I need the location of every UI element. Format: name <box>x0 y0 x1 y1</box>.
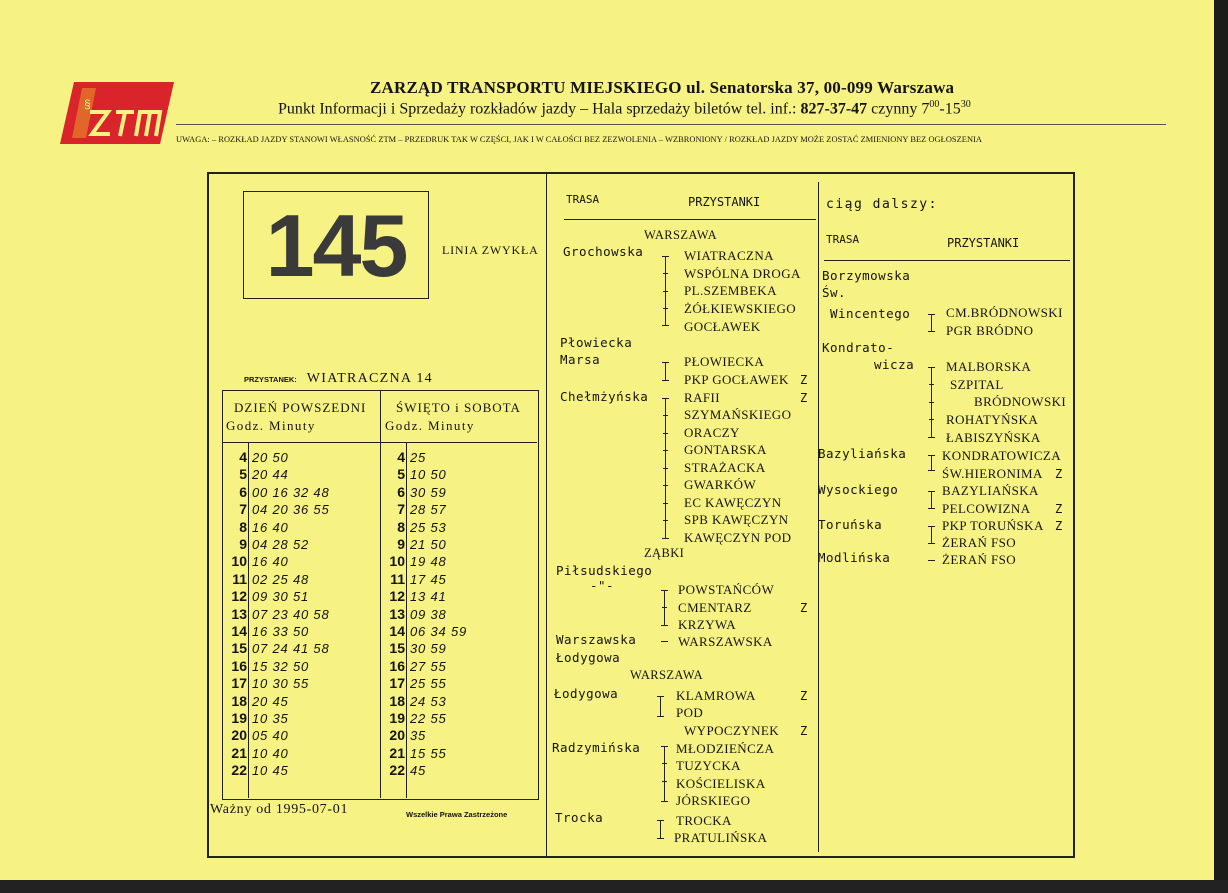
departure-hour: 6 <box>239 483 247 500</box>
route-connector-tick <box>657 696 664 697</box>
departure-minutes: 05 40 <box>252 728 289 744</box>
route-stop: GOCŁAWEK <box>684 319 761 334</box>
departure-hour: 22 <box>389 762 405 779</box>
route-connector <box>664 746 665 801</box>
route-stop: PKP TORUŃSKA <box>942 518 1044 533</box>
route-connector-tick <box>661 746 668 747</box>
route-stop: JÓRSKIEGO <box>676 793 751 808</box>
holiday-header: ŚWIĘTO i SOBOTA <box>396 400 521 415</box>
route-stop: ŻERAŃ FSO <box>942 552 1017 567</box>
route-connector-tick <box>661 625 668 626</box>
route-stop: CM.BRÓDNOWSKI <box>946 305 1063 320</box>
stop-flag: Z <box>800 601 808 615</box>
departure-hour: 4 <box>397 449 405 465</box>
route-connector-tick <box>663 291 668 292</box>
route-stop: BRÓDNOWSKI <box>974 394 1067 409</box>
departure-hour: 19 <box>231 710 247 726</box>
route-connector <box>660 820 661 838</box>
route-connector <box>931 526 932 543</box>
departure-minutes: 16 40 <box>252 554 289 570</box>
route-stop: WYPOCZYNEK <box>684 723 779 738</box>
departure-hour: 18 <box>389 692 405 709</box>
stop-flag: Z <box>800 373 808 387</box>
departure-hour: 10 <box>389 553 405 570</box>
stop-flag: Z <box>800 689 808 703</box>
departure-minutes: 13 41 <box>410 589 447 605</box>
route-stop: PRATULIŃSKA <box>674 830 768 845</box>
route-connector-tick <box>662 781 667 782</box>
departure-minutes: 30 59 <box>410 484 447 500</box>
route-connector-tick <box>662 362 669 363</box>
route-connector-tick <box>657 838 664 839</box>
stop-flag: Z <box>1055 519 1063 533</box>
route-connector-tick <box>928 526 935 527</box>
departure-minutes: 06 34 59 <box>410 624 468 639</box>
route-stop: PELCOWIZNA <box>942 501 1031 516</box>
route-header-stops-2: PRZYSTANKI <box>947 236 1020 250</box>
departure-minutes: 22 55 <box>410 711 447 726</box>
stop-name: WIATRACZNA 14 <box>306 371 433 386</box>
departure-hour: 4 <box>239 449 247 465</box>
route-connector-tick <box>661 590 668 591</box>
route-stop: SZYMAŃSKIEGO <box>684 407 792 422</box>
departure-minutes: 25 55 <box>410 676 447 692</box>
departure-hour: 5 <box>397 466 405 483</box>
route-header-trasa-2: TRASA <box>826 233 860 246</box>
departure-hour: 9 <box>397 536 405 552</box>
weekday-subheader: Godz. Minuty <box>226 418 316 433</box>
route-stop: POD <box>676 705 704 720</box>
route-street: Łodygowa <box>554 686 619 701</box>
departure-hour: 17 <box>231 675 247 692</box>
departure-hour: 22 <box>231 762 247 779</box>
route-street: Piłsudskiego <box>556 563 653 578</box>
route-connector-tick <box>661 801 668 802</box>
route-connector-tick <box>663 520 668 521</box>
route-connector-tick <box>663 308 668 309</box>
header-title: ZARZĄD TRANSPORTU MIEJSKIEGO ul. Senatorska 37, 00-099 Warszawa <box>370 78 955 97</box>
route-street: Warszawska <box>556 632 637 647</box>
route-stop: SZPITAL <box>950 377 1004 392</box>
route-street: Chełmżyńska <box>560 389 649 404</box>
route-street: Modlińska <box>818 550 891 565</box>
departure-minutes: 04 28 52 <box>252 537 310 552</box>
header-subtitle: Punkt Informacji i Sprzedaży rozkładów jazdy – Hala sprzedaży biletów tel. inf.: 827-37-47 czynny $7^{00}-15^{30}$ <box>278 99 971 118</box>
route-stop: WARSZAWSKA <box>678 634 773 649</box>
route-connector-tick <box>662 763 667 764</box>
departure-hour: 6 <box>397 483 405 500</box>
route-connector-tick <box>663 503 668 504</box>
route-stop: PŁOWIECKA <box>684 354 765 369</box>
departure-hour: 21 <box>231 744 247 761</box>
stop-flag: Z <box>1055 502 1063 516</box>
scan-edge <box>1214 0 1228 893</box>
departure-hour: 12 <box>389 588 405 605</box>
route-city: WARSZAWA <box>644 228 718 242</box>
continuation-label: ciąg dalszy: <box>826 197 938 212</box>
route-connector-tick <box>662 538 669 539</box>
departure-minutes: 10 40 <box>252 745 289 761</box>
departure-minutes: 20 50 <box>252 450 289 465</box>
route-connector-tick <box>662 380 669 381</box>
departure-minutes: 09 38 <box>410 606 447 622</box>
route-street: Marsa <box>560 352 601 367</box>
route-connector-tick <box>928 331 935 332</box>
departure-hour: 8 <box>239 518 247 535</box>
route-header-stops: PRZYSTANKI <box>688 195 761 209</box>
route-stop: PL.SZEMBEKA <box>684 283 777 298</box>
departure-minutes: 25 <box>410 450 427 465</box>
departure-hour: 10 <box>231 553 247 570</box>
route-city: ZĄBKI <box>644 546 685 560</box>
route-stop: RAFII <box>684 390 720 405</box>
departure-minutes: 35 <box>410 728 427 744</box>
route-street: Bazyliańska <box>818 446 907 461</box>
route-street: Grochowska <box>563 244 644 259</box>
departure-minutes: 20 45 <box>252 693 289 709</box>
route-stop: TUZYCKA <box>676 758 741 773</box>
departure-hour: 20 <box>389 727 405 744</box>
route-connector-tick <box>928 543 935 544</box>
line-number-box <box>243 191 429 299</box>
route-connector-tick <box>929 402 934 403</box>
line-number: 145 <box>265 196 407 295</box>
route-stop: BAZYLIAŃSKA <box>942 483 1039 498</box>
route-connector-tick <box>663 273 668 274</box>
departure-minutes: 10 45 <box>252 763 289 779</box>
route-city: WARSZAWA <box>630 668 704 682</box>
route-connector <box>928 560 935 561</box>
departure-hour: 11 <box>390 570 405 587</box>
departure-hour: 15 <box>389 640 405 657</box>
route-stop: POWSTAŃCÓW <box>678 582 775 597</box>
route-street: -"- <box>590 578 615 593</box>
route-connector-tick <box>928 437 935 438</box>
route-stop: WSPÓLNA DROGA <box>684 266 801 281</box>
route-connector-tick <box>928 455 935 456</box>
departure-hour: 17 <box>389 675 405 692</box>
stop-flag: Z <box>1055 467 1063 481</box>
route-connector <box>931 455 932 470</box>
departure-minutes: 09 30 51 <box>252 589 310 605</box>
route-street: Radzymińska <box>552 740 641 755</box>
route-street: Toruńska <box>818 517 883 532</box>
departure-minutes: 27 55 <box>410 658 447 674</box>
departure-hour: 5 <box>239 466 247 483</box>
departure-hour: 11 <box>232 570 247 587</box>
route-connector-tick <box>663 415 668 416</box>
departure-hour: 7 <box>239 501 247 518</box>
departure-hour: 16 <box>231 657 247 674</box>
departure-hour: 13 <box>389 605 405 622</box>
route-street: Płowiecka <box>560 335 633 350</box>
header-divider <box>176 124 1166 125</box>
departure-hour: 12 <box>231 588 247 605</box>
holiday-subheader: Godz. Minuty <box>385 418 475 433</box>
route-street: Kondrato- <box>822 340 895 355</box>
route-connector-tick <box>663 433 668 434</box>
route-street: Łodygowa <box>556 650 621 665</box>
route-connector-tick <box>662 607 667 608</box>
departure-hour: 16 <box>389 657 405 674</box>
route-stop: KOŚCIELISKA <box>676 776 766 791</box>
departure-minutes: 25 53 <box>410 519 447 535</box>
route-stop: ORACZY <box>684 425 740 440</box>
route-street: Św. <box>822 285 847 300</box>
departure-hour: 21 <box>389 744 405 761</box>
route-connector-tick <box>928 491 935 492</box>
departure-hour: 13 <box>231 605 247 622</box>
departure-hour: 7 <box>397 501 405 518</box>
route-header-trasa: TRASA <box>566 193 600 206</box>
route-stop: GWARKÓW <box>684 477 757 492</box>
route-connector-tick <box>928 314 935 315</box>
departure-minutes: 00 16 32 48 <box>252 484 330 500</box>
route-stop: KAWĘCZYN POD <box>684 530 792 545</box>
route-street: wicza <box>874 357 915 372</box>
route-connector-tick <box>662 325 669 326</box>
departure-minutes: 15 32 50 <box>252 658 310 674</box>
route-street: Trocka <box>555 810 604 825</box>
route-connector <box>665 362 666 380</box>
route-connector <box>931 314 932 331</box>
route-connector <box>661 641 668 642</box>
route-stop: STRAŻACKA <box>684 460 766 475</box>
route-stop: MŁODZIEŃCZA <box>676 741 775 756</box>
route-stop: EC KAWĘCZYN <box>684 495 782 510</box>
route-stop: SPB KAWĘCZYN <box>684 512 789 527</box>
departure-minutes: 10 50 <box>410 467 447 483</box>
departure-minutes: 45 <box>410 763 427 779</box>
stop-flag: Z <box>800 724 808 738</box>
route-connector-tick <box>657 820 664 821</box>
route-stop: ŚW.HIERONIMA <box>942 466 1043 481</box>
departure-hour: 19 <box>389 710 405 726</box>
valid-from: Ważny od 1995-07-01 <box>210 802 349 817</box>
departure-minutes: 04 20 36 55 <box>252 502 330 518</box>
departure-minutes: 16 33 50 <box>252 624 310 639</box>
departure-minutes: 30 59 <box>410 641 447 657</box>
column-divider <box>546 173 547 857</box>
route-stop: ŁABISZYŃSKA <box>946 430 1041 445</box>
departure-minutes: 15 55 <box>410 745 447 761</box>
route-connector-tick <box>928 367 935 368</box>
departure-minutes: 19 48 <box>410 554 447 570</box>
departure-minutes: 24 53 <box>410 693 447 709</box>
rights-notice: Wszelkie Prawa Zastrzeżone <box>406 810 508 819</box>
stop-flag: Z <box>800 391 808 405</box>
departure-minutes: 02 25 48 <box>252 571 310 587</box>
route-stop: TROCKA <box>676 813 732 828</box>
route-stop: GONTARSKA <box>684 442 767 457</box>
route-connector-tick <box>662 256 669 257</box>
departure-minutes: 17 45 <box>410 571 447 587</box>
route-street: Borzymowska <box>822 268 911 283</box>
route-connector-tick <box>928 470 935 471</box>
route-street: Wysockiego <box>818 482 899 497</box>
departure-hour: 18 <box>231 692 247 709</box>
route-street: Wincentego <box>830 306 911 321</box>
departure-minutes: 07 23 40 58 <box>252 606 330 622</box>
departure-minutes: 28 57 <box>410 502 447 518</box>
departure-minutes: 21 50 <box>410 537 447 552</box>
route-stop: MALBORSKA <box>946 359 1032 374</box>
ztm-logo <box>60 82 174 144</box>
departure-hour: 15 <box>231 640 247 657</box>
stop-label: PRZYSTANEK: <box>244 375 297 384</box>
line-type: LINIA ZWYKŁA <box>442 243 539 257</box>
route-stop: ROHATYŃSKA <box>946 412 1039 427</box>
svg-text:§: § <box>84 97 91 111</box>
departure-minutes: 16 40 <box>252 519 289 535</box>
route-connector-tick <box>663 450 668 451</box>
departure-minutes: 07 24 41 58 <box>252 641 330 657</box>
departure-hour: 9 <box>239 536 247 552</box>
route-stop: KLAMROWA <box>676 688 756 703</box>
route-connector-tick <box>657 716 664 717</box>
departure-hour: 14 <box>389 623 405 639</box>
route-connector-tick <box>929 419 934 420</box>
route-connector-tick <box>928 508 935 509</box>
route-connector <box>660 696 661 716</box>
route-stop: CMENTARZ <box>678 600 752 615</box>
route-connector-tick <box>929 384 934 385</box>
departure-hour: 8 <box>397 518 405 535</box>
stop-info <box>244 369 433 387</box>
weekday-header: DZIEŃ POWSZEDNI <box>234 400 367 415</box>
departure-minutes: 10 35 <box>252 711 289 726</box>
route-connector-tick <box>662 398 669 399</box>
route-connector <box>931 491 932 508</box>
route-stop: KONDRATOWICZA <box>942 448 1062 463</box>
route-connector-tick <box>663 468 668 469</box>
departure-hour: 20 <box>231 727 247 744</box>
departure-minutes: 10 30 55 <box>252 676 310 692</box>
route-stop: PKP GOCŁAWEK <box>684 372 789 387</box>
scan-edge <box>0 880 1228 893</box>
departure-minutes: 20 44 <box>252 467 289 483</box>
route-stop: ŻERAŃ FSO <box>942 535 1017 550</box>
copyright-notice: UWAGA: – ROZKŁAD JAZDY STANOWI WŁASNOŚĆ ZTM – PRZEDRUK TAK W CZĘŚCI, JAK I W CAŁOŚCI BEZ ZEZWOLENIA – WZBRONIONY / ROZKŁAD JAZDY MOŻE ZOSTAĆ ZMIENIONY BEZ OGŁOSZENIA <box>176 135 982 144</box>
route-connector-tick <box>663 485 668 486</box>
departure-hour: 14 <box>231 623 247 639</box>
route-stop: PGR BRÓDNO <box>946 323 1034 338</box>
route-stop: ŻÓŁKIEWSKIEGO <box>684 301 797 316</box>
route-stop: WIATRACZNA <box>684 248 774 263</box>
route-stop: KRZYWA <box>678 617 737 632</box>
